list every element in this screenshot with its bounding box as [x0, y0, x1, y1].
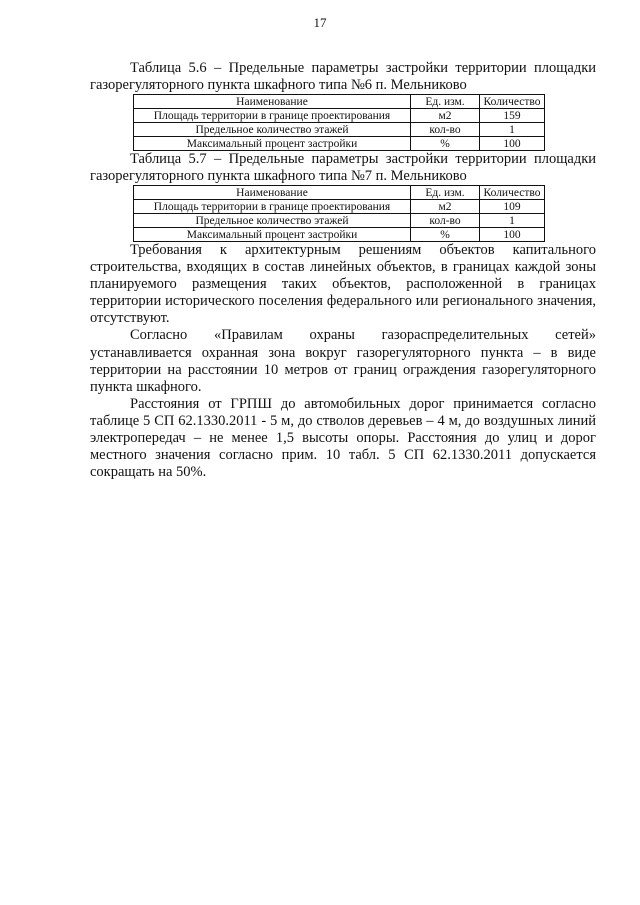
header-quantity: Количество	[480, 95, 545, 109]
header-name: Наименование	[134, 95, 411, 109]
header-quantity: Количество	[480, 186, 545, 200]
row-name: Площадь территории в границе проектирования	[134, 200, 411, 214]
table-header-row	[134, 186, 545, 200]
paragraph-distances: Расстояния от ГРПШ до автомобильных дорог принимается согласно таблице 5 СП 62.1330.2011 - 5 м, до стволов деревьев – 4 м, до воздушных линий электропередач – не менее 1,5 высоты опоры. Расстояния до улиц и дорог местного значения согласно прим. 10 табл. 5 СП 62.1330.2011 допускается сокращать на 50%.	[90, 395, 596, 481]
row-unit: м2	[411, 200, 480, 214]
row-name: Предельное количество этажей	[134, 123, 411, 137]
table-header-row	[134, 95, 545, 109]
row-name: Предельное количество этажей	[134, 214, 411, 228]
table-row	[134, 137, 545, 151]
row-quantity: 159	[480, 109, 545, 123]
row-unit: %	[411, 137, 480, 151]
table-row	[134, 214, 545, 228]
table-caption-5-6: Таблица 5.6 – Предельные параметры застройки территории площадки газорегуляторного пункта шкафного типа №6 п. Мельниково	[90, 60, 596, 93]
header-unit: Ед. изм.	[411, 186, 480, 200]
header-name: Наименование	[134, 186, 411, 200]
row-name: Максимальный процент застройки	[134, 228, 411, 242]
document-body	[90, 60, 596, 481]
row-unit: кол-во	[411, 123, 480, 137]
table-row	[134, 200, 545, 214]
row-name: Площадь территории в границе проектирования	[134, 109, 411, 123]
page-number: 17	[313, 15, 327, 30]
row-quantity: 100	[480, 228, 545, 242]
row-unit: %	[411, 228, 480, 242]
row-quantity: 1	[480, 214, 545, 228]
table-row	[134, 109, 545, 123]
paragraph-protection-zone: Согласно «Правилам охраны газораспределительных сетей» устанавливается охранная зона вокруг газорегуляторного пункта – в виде территории на расстоянии 10 метров от границ ограждения газорегуляторного пункта шкафного.	[90, 327, 596, 395]
row-name: Максимальный процент застройки	[134, 137, 411, 151]
header-unit: Ед. изм.	[411, 95, 480, 109]
parameters-table-5-7	[133, 185, 545, 242]
row-quantity: 1	[480, 123, 545, 137]
row-unit: м2	[411, 109, 480, 123]
table-row	[134, 123, 545, 137]
table-caption-5-7: Таблица 5.7 – Предельные параметры застройки территории площадки газорегуляторного пункта шкафного типа №7 п. Мельниково	[90, 151, 596, 184]
row-unit: кол-во	[411, 214, 480, 228]
paragraph-architecture-requirements: Требования к архитектурным решениям объектов капитального строительства, входящих в состав линейных объектов, в границах каждой зоны планируемого размещения таких объектов, расположенной в границах территории исторического поселения федерального или регионального значения, отсутствуют.	[90, 242, 596, 327]
row-quantity: 100	[480, 137, 545, 151]
row-quantity: 109	[480, 200, 545, 214]
table-row	[134, 228, 545, 242]
parameters-table-5-6	[133, 94, 545, 151]
